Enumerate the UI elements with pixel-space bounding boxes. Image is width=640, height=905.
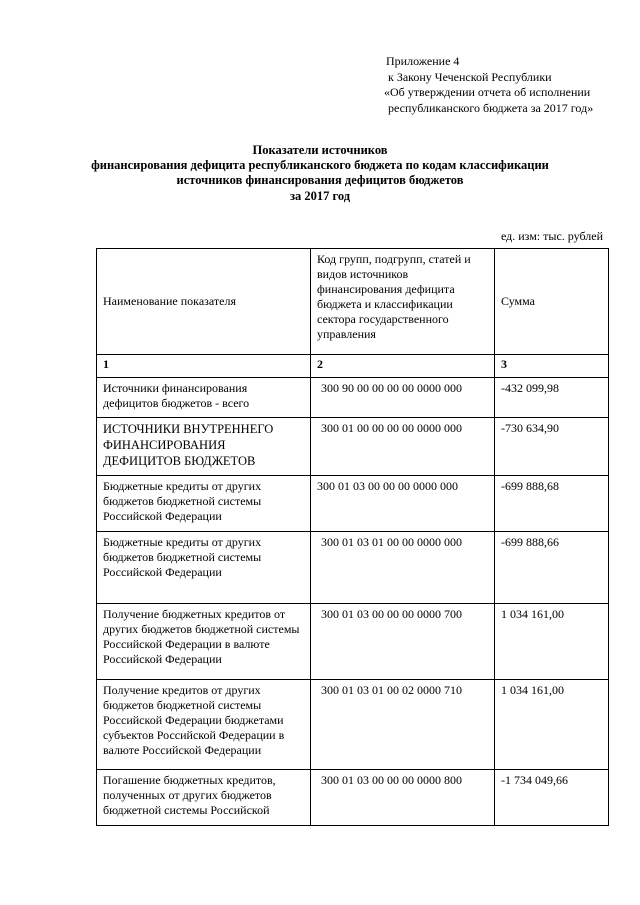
column-number-1: 1 <box>97 355 311 378</box>
row-code: 300 01 03 00 00 00 0000 000 <box>311 476 495 532</box>
table-row <box>97 604 609 680</box>
units-label: ед. изм: тыс. рублей <box>500 229 603 243</box>
table-header-row <box>97 249 609 355</box>
row-sum: 1 034 161,00 <box>495 604 609 680</box>
row-code: 300 01 00 00 00 00 0000 000 <box>311 418 495 476</box>
row-code: 300 01 03 00 00 00 0000 800 <box>311 770 495 826</box>
sources-table <box>96 248 609 826</box>
row-sum: -699 888,68 <box>495 476 609 532</box>
appendix-line-3: «Об утверждении отчета об исполнении <box>384 85 591 99</box>
column-number-3: 3 <box>495 355 609 378</box>
title-line-1: Показатели источников <box>252 143 388 157</box>
row-name: Бюджетные кредиты от других бюджетов бюджетной системы Российской Федерации <box>97 532 311 604</box>
header-name: Наименование показателя <box>97 249 311 355</box>
row-name: ИСТОЧНИКИ ВНУТРЕННЕГО ФИНАНСИРОВАНИЯ ДЕФИЦИТОВ БЮДЖЕТОВ <box>97 418 311 476</box>
appendix-line-1: Приложение 4 <box>386 54 460 68</box>
header-sum: Сумма <box>495 249 609 355</box>
row-sum: 1 034 161,00 <box>495 680 609 770</box>
row-sum: -699 888,66 <box>495 532 609 604</box>
document-title <box>0 143 640 204</box>
appendix-line-2: к Закону Чеченской Республики <box>388 69 552 84</box>
table-row <box>97 770 609 826</box>
column-number-2: 2 <box>311 355 495 378</box>
row-code: 300 01 03 01 00 00 0000 000 <box>311 532 495 604</box>
row-name: Получение бюджетных кредитов от других бюджетов бюджетной системы Российской Федерации в валюте Российской Федерации <box>97 604 311 680</box>
title-line-3: источников финансирования дефицитов бюджетов <box>176 173 464 188</box>
row-code: 300 01 03 00 00 00 0000 700 <box>311 604 495 680</box>
appendix-note <box>384 54 593 116</box>
table-row <box>97 378 609 418</box>
title-line-2: финансирования дефицита республиканского бюджета по кодам классификации <box>91 158 549 173</box>
row-name: Получение кредитов от других бюджетов бюджетной системы Российской Федерации бюджетами субъектов Российской Федерации в валюте Российской Федерации <box>97 680 311 770</box>
row-code: 300 90 00 00 00 00 0000 000 <box>311 378 495 418</box>
row-name: Погашение бюджетных кредитов, полученных от других бюджетов бюджетной системы Российской <box>97 770 311 826</box>
row-sum: -730 634,90 <box>495 418 609 476</box>
row-name: Источники финансирования дефицитов бюджетов - всего <box>97 378 311 418</box>
table-row <box>97 680 609 770</box>
row-code: 300 01 03 01 00 02 0000 710 <box>311 680 495 770</box>
title-line-4: за 2017 год <box>289 188 351 203</box>
appendix-line-4: республиканского бюджета за 2017 год» <box>388 100 594 115</box>
row-sum: -1 734 049,66 <box>495 770 609 826</box>
column-number-row <box>97 355 609 378</box>
row-sum: -432 099,98 <box>495 378 609 418</box>
row-name: Бюджетные кредиты от других бюджетов бюджетной системы Российской Федерации <box>97 476 311 532</box>
table-row <box>97 418 609 476</box>
header-code: Код групп, подгрупп, статей и видов источников финансирования дефицита бюджета и классификации сектора государственного управления <box>311 249 495 355</box>
table-row <box>97 476 609 532</box>
table-row <box>97 532 609 604</box>
